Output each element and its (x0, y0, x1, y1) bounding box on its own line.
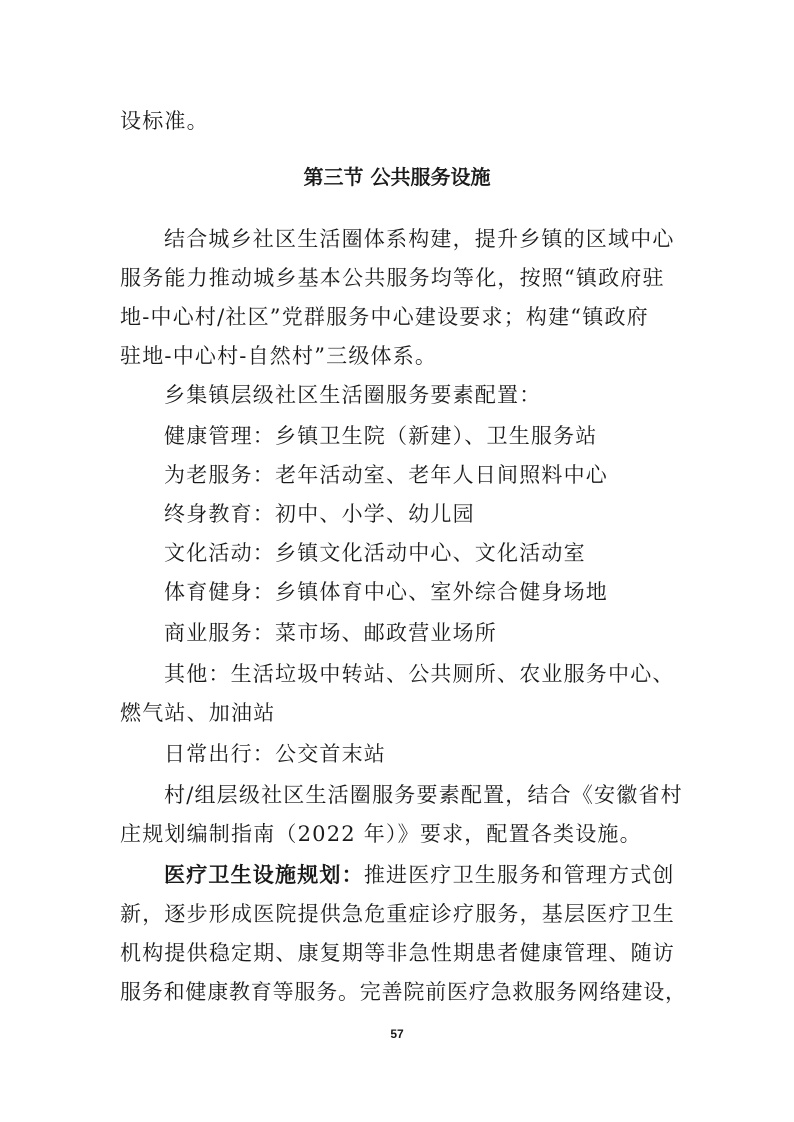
list-item: 文化活动：乡镇文化活动中心、文化活动室 (164, 541, 586, 565)
page-number: 57 (390, 1027, 404, 1041)
paragraph-line: 驻地-中心村-自然村”三级体系。 (120, 344, 438, 368)
list-item: 健康管理：乡镇卫生院（新建）、卫生服务站 (164, 424, 598, 448)
paragraph-line (164, 862, 675, 888)
paragraph-line: 新，逐步形成医院提供急危重症诊疗服务，基层医疗卫生 (120, 902, 675, 926)
medical-first-line: 推进医疗卫生服务和管理方式创 (363, 863, 675, 887)
section-title: 第三节 公共服务设施 (303, 165, 491, 189)
paragraph-line: 其他：生活垃圾中转站、公共厕所、农业服务中心、 (164, 662, 675, 686)
paragraph-line: 服务能力推动城乡基本公共服务均等化，按照“镇政府驻 (120, 266, 665, 290)
paragraph-line: 服务和健康教育等服务。完善院前医疗急救服务网络建设， (120, 980, 687, 1004)
paragraph-line: 地-中心村/社区”党群服务中心建设要求；构建“镇政府 (120, 305, 649, 329)
paragraph-line: 燃气站、加油站 (120, 701, 276, 725)
township-config-intro: 乡集镇层级社区生活圈服务要素配置： (164, 383, 542, 407)
paragraph-line: 村/组层级社区生活圈服务要素配置，结合《安徽省村 (164, 783, 683, 807)
paragraph-line: 机构提供稳定期、康复期等非急性期患者健康管理、随访 (120, 941, 675, 965)
list-item: 商业服务：菜市场、邮政营业场所 (164, 621, 497, 645)
paragraph-line: 庄规划编制指南（2022 年）》要求，配置各类设施。 (120, 822, 642, 846)
list-item: 为老服务：老年活动室、老年人日间照料中心 (164, 463, 608, 487)
daily-travel-item: 日常出行：公交首末站 (164, 742, 386, 766)
list-item: 终身教育：初中、小学、幼儿园 (164, 502, 475, 526)
paragraph-line: 结合城乡社区生活圈体系构建，提升乡镇的区域中心 (164, 227, 675, 251)
continued-text-line: 设标准。 (120, 109, 209, 133)
medical-heading: 医疗卫生设施规划： (164, 862, 364, 887)
list-item: 体育健身：乡镇体育中心、室外综合健身场地 (164, 580, 608, 604)
